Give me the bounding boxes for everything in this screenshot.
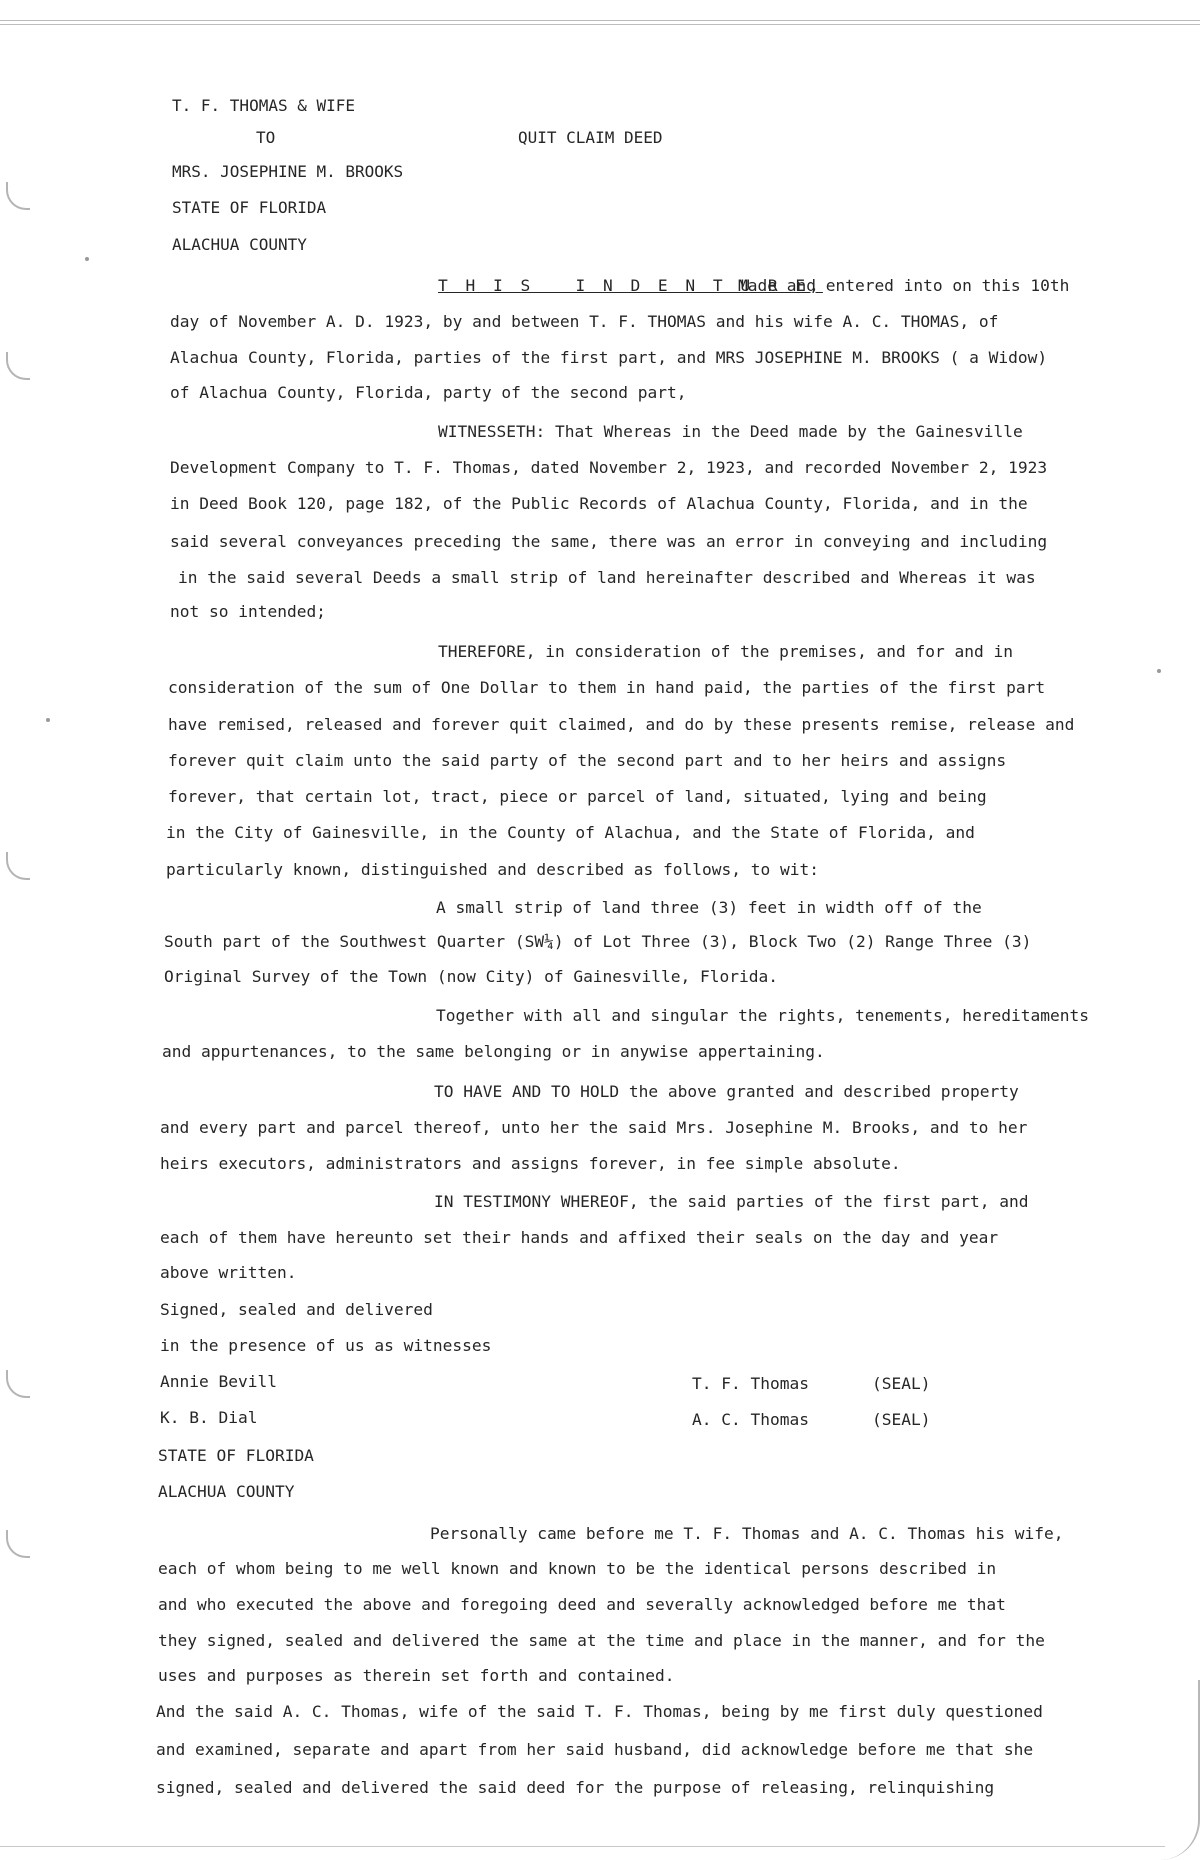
grantee-line: MRS. JOSEPHINE M. BROOKS (172, 162, 404, 181)
body-line: Made and entered into on this 10th (738, 276, 1070, 295)
body-line: and appurtenances, to the same belonging or in anywise appertaining. (162, 1042, 825, 1061)
body-line: Development Company to T. F. Thomas, dated November 2, 1923, and recorded November 2, 1923 (170, 458, 1048, 477)
body-line: each of whom being to me well known and known to be the identical persons described in (158, 1559, 997, 1578)
state-heading: STATE OF FLORIDA (158, 1446, 314, 1465)
body-line: and every part and parcel thereof, unto her the said Mrs. Josephine M. Brooks, and to her (160, 1118, 1028, 1137)
body-line: forever, that certain lot, tract, piece or parcel of land, situated, lying and being (168, 787, 987, 806)
body-line: and who executed the above and foregoing deed and severally acknowledged before me that (158, 1595, 1006, 1614)
signer-name: T. F. Thomas (692, 1374, 809, 1393)
attestation-line: Signed, sealed and delivered (160, 1300, 433, 1319)
body-line: they signed, sealed and delivered the same at the time and place in the manner, and for the (158, 1631, 1045, 1650)
body-line: in the said several Deeds a small strip of land hereinafter described and Whereas it was (178, 568, 1036, 587)
attestation-line: in the presence of us as witnesses (160, 1336, 492, 1355)
to-line: TO (256, 128, 276, 147)
body-line: forever quit claim unto the said party of the second part and to her heirs and assigns (168, 751, 1007, 770)
document-title: QUIT CLAIM DEED (518, 128, 663, 147)
seal-label: (SEAL) (872, 1410, 931, 1429)
witness-name: K. B. Dial (160, 1408, 258, 1427)
body-line: THEREFORE, in consideration of the premises, and for and in (438, 642, 1013, 661)
seal-label: (SEAL) (872, 1374, 931, 1393)
body-line: each of them have hereunto set their hands and affixed their seals on the day and year (160, 1228, 999, 1247)
body-line: not so intended; (170, 602, 326, 621)
body-line: day of November A. D. 1923, by and between T. F. THOMAS and his wife A. C. THOMAS, of (170, 312, 999, 331)
body-line: particularly known, distinguished and described as follows, to wit: (166, 860, 819, 879)
body-line: heirs executors, administrators and assigns forever, in fee simple absolute. (160, 1154, 901, 1173)
indenture-heading: T H I S I N D E N T U R E, (438, 276, 823, 295)
county-heading: ALACHUA COUNTY (158, 1482, 295, 1501)
body-line: South part of the Southwest Quarter (SW¼) of Lot Three (3), Block Two (2) Range Three (3) (164, 932, 1032, 951)
body-line: consideration of the sum of One Dollar to them in hand paid, the parties of the first part (168, 678, 1046, 697)
body-line: Alachua County, Florida, parties of the first part, and MRS JOSEPHINE M. BROOKS ( a Widow) (170, 348, 1048, 367)
body-line: signed, sealed and delivered the said deed for the purpose of releasing, relinquishing (156, 1778, 995, 1797)
body-line: said several conveyances preceding the same, there was an error in conveying and including (170, 532, 1048, 551)
state-heading: STATE OF FLORIDA (172, 198, 327, 217)
body-line: TO HAVE AND TO HOLD the above granted and described property (434, 1082, 1019, 1101)
body-line: IN TESTIMONY WHEREOF, the said parties of the first part, and (434, 1192, 1029, 1211)
body-line: WITNESSETH: That Whereas in the Deed made by the Gainesville (438, 422, 1023, 441)
body-line: and examined, separate and apart from her said husband, did acknowledge before me that she (156, 1740, 1034, 1759)
body-line: above written. (160, 1263, 297, 1282)
body-line: have remised, released and forever quit claimed, and do by these presents remise, release and (168, 715, 1075, 734)
grantors-line: T. F. THOMAS & WIFE (172, 96, 356, 115)
body-line: Original Survey of the Town (now City) of Gainesville, Florida. (164, 967, 778, 986)
body-line: And the said A. C. Thomas, wife of the said T. F. Thomas, being by me first duly questioned (156, 1702, 1043, 1721)
body-line: Together with all and singular the rights, tenements, hereditaments (436, 1006, 1089, 1025)
body-line: in the City of Gainesville, in the County of Alachua, and the State of Florida, and (166, 823, 975, 842)
body-line: uses and purposes as therein set forth and contained. (158, 1666, 675, 1685)
witness-name: Annie Bevill (160, 1372, 277, 1391)
body-line: in Deed Book 120, page 182, of the Public Records of Alachua County, Florida, and in the (170, 494, 1028, 513)
county-heading: ALACHUA COUNTY (172, 235, 307, 254)
body-line: Personally came before me T. F. Thomas and A. C. Thomas his wife, (430, 1524, 1064, 1543)
body-line: of Alachua County, Florida, party of the second part, (170, 383, 687, 402)
signer-name: A. C. Thomas (692, 1410, 809, 1429)
body-line: A small strip of land three (3) feet in width off of the (436, 898, 982, 917)
